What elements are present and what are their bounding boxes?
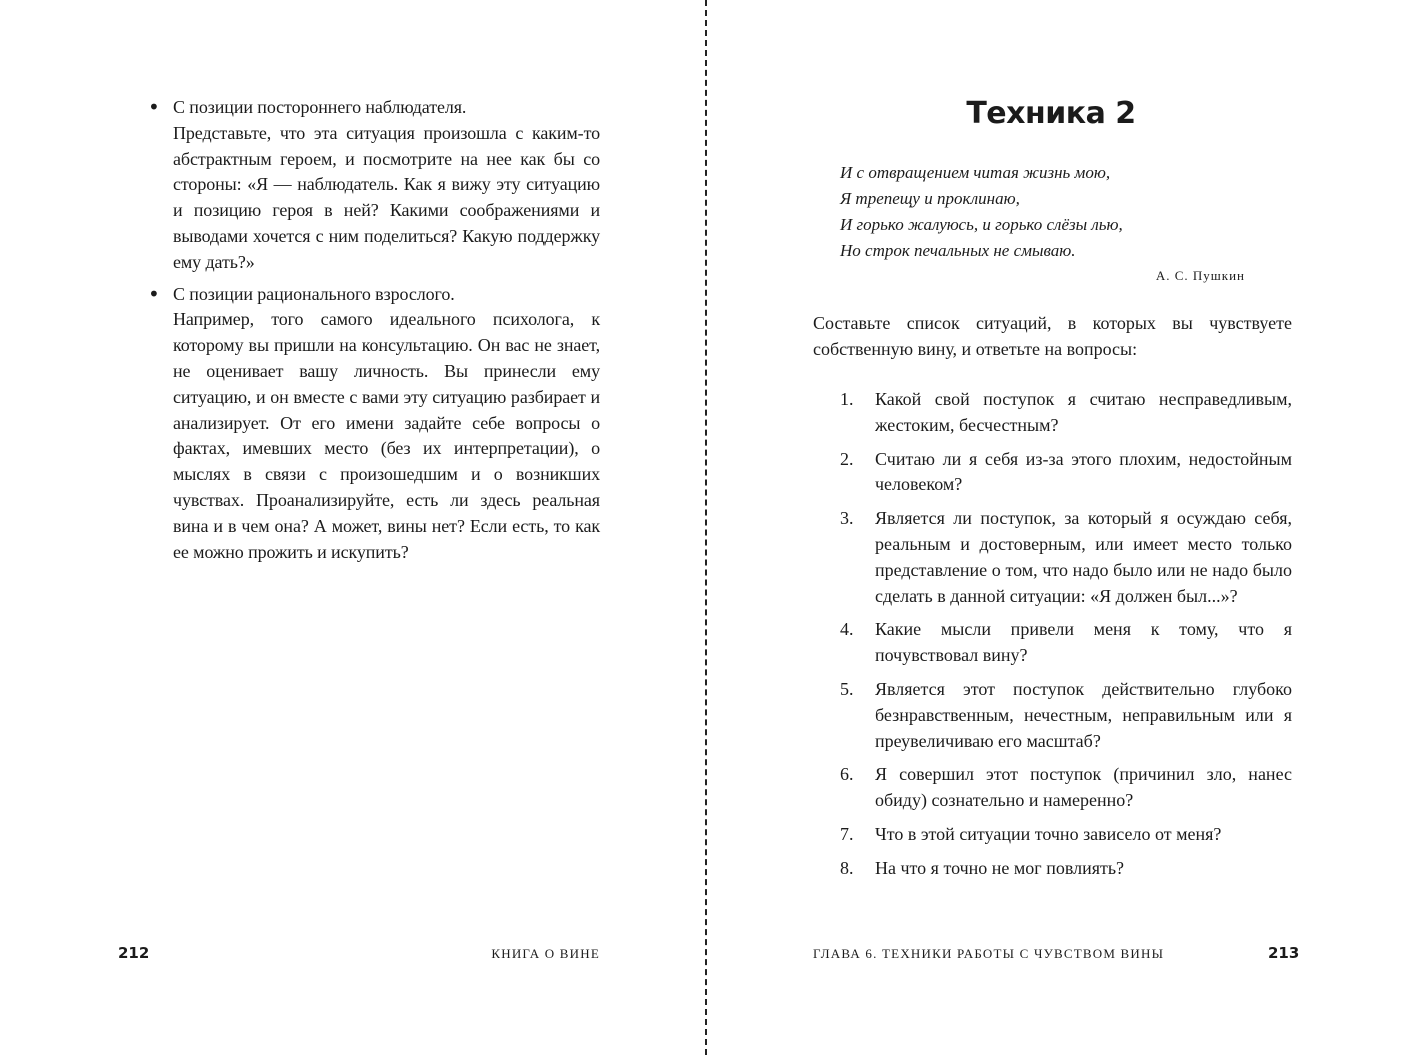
- epigraph-author: А. С. Пушкин: [1155, 268, 1245, 283]
- question-item: [840, 506, 1292, 609]
- epigraph-line: И горько жалуюсь, и горько слёзы лью,: [840, 215, 1123, 234]
- question-number: 3.: [840, 508, 854, 529]
- question-item: [840, 856, 1292, 882]
- bullet-marker: •: [148, 281, 160, 306]
- question-item: [840, 762, 1292, 814]
- bullet-list: [148, 95, 600, 571]
- question-number: 4.: [840, 619, 854, 640]
- bullet-lead: С позиции рационального взрослого.: [173, 283, 455, 304]
- question-item: [840, 387, 1292, 439]
- bullet-body: Представьте, что эта ситуация произошла с каким-то абстрактным героем, и посмотрите на нее как бы со стороны: «Я — наблюдатель. Как я вижу эту ситуацию и позицию героя в ней? Какими соображениями и выводами хочется с ним поделиться? Какую поддержку ему дать?»: [173, 122, 600, 272]
- question-text: Я совершил этот поступок (причинил зло, нанес обиду) сознательно и намеренно?: [875, 764, 1292, 811]
- question-text: На что я точно не мог повлиять?: [875, 857, 1125, 878]
- bullet-body: Например, того самого идеального психолога, к которому вы пришли на консультацию. Он вас не знает, не оценивает вашу личность. Вы принесли ему ситуацию, и он вместе с вами эту ситуацию разбирает и анализирует. От его имени задайте себе вопросы о фактах, имевших место (без их интерпретации), о мыслях в связи с произошедшим и о возникших чувствах. Проанализируйте, есть ли здесь реальная вина и в чем она? А может, вины нет? Если есть, то как ее можно прожить и искупить?: [173, 309, 600, 562]
- question-number: 2.: [840, 448, 854, 469]
- intro-paragraph: Составьте список ситуаций, в которых вы чувствуете собственную вину, и ответьте на вопросы:: [813, 313, 1292, 359]
- question-item: [840, 677, 1292, 754]
- question-item: [840, 822, 1292, 848]
- section-title: Техника 2: [966, 96, 1136, 131]
- question-text: Является ли поступок, за который я осуждаю себя, реальным и достоверным, или имеет место только представление о том, что надо было или не надо было сделать в данной ситуации: «Я должен был...»?: [875, 508, 1292, 606]
- question-item: [840, 617, 1292, 669]
- question-text: Какие мысли привели меня к тому, что я почувствовал вину?: [875, 619, 1292, 666]
- bullet-marker: •: [148, 95, 160, 119]
- bullet-text: [173, 95, 600, 276]
- question-number: 1.: [840, 389, 854, 409]
- epigraph-line: Я трепещу и проклинаю,: [840, 189, 1020, 208]
- page-number: 213: [1268, 944, 1300, 962]
- epigraph-line: И с отвращением читая жизнь мою,: [840, 163, 1111, 182]
- right-page: [706, 0, 1410, 1055]
- question-number: 5.: [840, 678, 854, 699]
- question-number: 6.: [840, 764, 854, 785]
- question-list: [840, 387, 1292, 890]
- epigraph-line: Но строк печальных не смываю.: [840, 241, 1076, 260]
- epigraph: [840, 160, 1250, 264]
- question-text: Что в этой ситуации точно зависело от меня?: [875, 823, 1222, 844]
- bullet-text: [173, 282, 600, 566]
- bullet-item: [148, 282, 600, 566]
- question-number: 8.: [840, 857, 854, 878]
- running-head: ГЛАВА 6. ТЕХНИКИ РАБОТЫ С ЧУВСТВОМ ВИНЫ: [813, 946, 1165, 961]
- bullet-lead: С позиции постороннего наблюдателя.: [173, 97, 467, 117]
- question-text: Какой свой поступок я считаю несправедливым, жестоким, бесчестным?: [875, 389, 1292, 435]
- running-head: КНИГА О ВИНЕ: [491, 946, 600, 961]
- question-item: [840, 447, 1292, 499]
- bullet-item: [148, 95, 600, 276]
- question-text: Является этот поступок действительно глубоко безнравственным, нечестным, неправильным или я преувеличиваю его масштаб?: [875, 678, 1292, 751]
- question-number: 7.: [840, 823, 854, 844]
- question-text: Считаю ли я себя из-за этого плохим, недостойным человеком?: [875, 448, 1292, 495]
- page-number: 212: [118, 944, 150, 962]
